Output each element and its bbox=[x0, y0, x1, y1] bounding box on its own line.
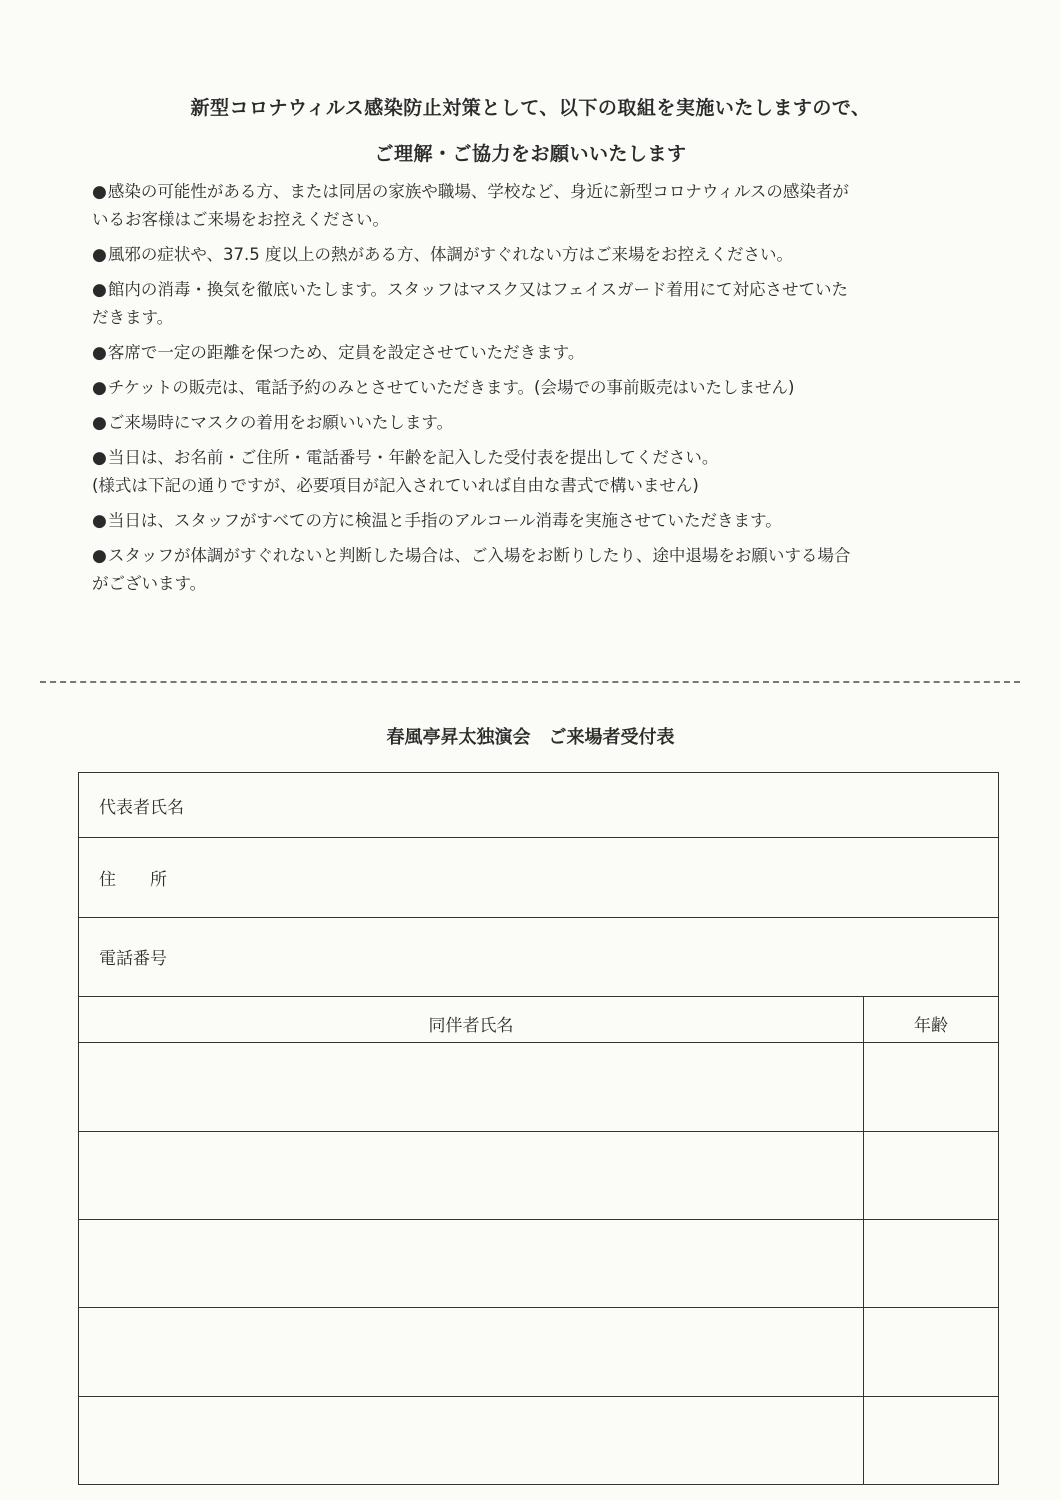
notice-bullet-item: ●当日は、スタッフがすべての方に検温と手指のアルコール消毒を実施させていただきます。 bbox=[92, 511, 782, 531]
notice-bullet-item: ●感染の可能性がある方、または同居の家族や職場、学校など、身近に新型コロナウィルスの感染者が いるお客様はご来場をお控えください。 bbox=[92, 182, 849, 229]
representative-row bbox=[79, 773, 999, 838]
notice-heading-line1: 新型コロナウィルス感染防止対策として、以下の取組を実施いたしますので、 bbox=[190, 97, 871, 119]
phone-row bbox=[79, 917, 999, 996]
companion-name-cell[interactable] bbox=[79, 1308, 864, 1396]
registration-form-table bbox=[78, 772, 999, 1485]
notice-bullet-item: ●客席で一定の距離を保つため、定員を設定させていただきます。 bbox=[92, 343, 585, 363]
bullet-dot-icon: ● bbox=[92, 448, 107, 468]
form-title: 春風亭昇太独演会 ご来場者受付表 bbox=[386, 727, 675, 748]
companion-age-cell[interactable] bbox=[864, 1131, 999, 1219]
bullet-dot-icon: ● bbox=[92, 280, 107, 300]
companion-row bbox=[79, 1043, 999, 1131]
notice-heading-line2: ご理解・ご協力をお願いいたします bbox=[374, 143, 687, 165]
bullet-dot-icon: ● bbox=[92, 182, 107, 202]
companion-name-cell[interactable] bbox=[79, 1220, 864, 1308]
address-field[interactable] bbox=[79, 838, 999, 917]
companion-age-cell[interactable] bbox=[864, 1043, 999, 1131]
address-row bbox=[79, 838, 999, 917]
companion-row bbox=[79, 1396, 999, 1484]
notice-bullet-item: ●ご来場時にマスクの着用をお願いいたします。 bbox=[92, 413, 454, 433]
notice-bullet-item: ●チケットの販売は、電話予約のみとさせていただきます。(会場での事前販売はいたしません) bbox=[92, 378, 795, 398]
phone-number-label: 電話番号 bbox=[99, 949, 167, 970]
companion-age-cell[interactable] bbox=[864, 1396, 999, 1484]
companion-name-cell[interactable] bbox=[79, 1131, 864, 1219]
representative-name-field[interactable] bbox=[79, 773, 999, 838]
notice-bullet-list bbox=[92, 178, 1002, 605]
companion-header-row bbox=[79, 997, 999, 1043]
age-header: 年齢 bbox=[864, 997, 999, 1043]
notice-bullet-item: ●風邪の症状や、37.5 度以上の熱がある方、体調がすぐれない方はご来場をお控えください。 bbox=[92, 245, 793, 265]
cut-line-divider bbox=[40, 681, 1020, 683]
companion-age-cell[interactable] bbox=[864, 1308, 999, 1396]
companion-row bbox=[79, 1220, 999, 1308]
notice-bullet-item: ●当日は、お名前・ご住所・電話番号・年齢を記入した受付表を提出してください。 (様式は下記の通りですが、必要項目が記入されていれば自由な書式で構いません) bbox=[92, 448, 719, 495]
companion-name-cell[interactable] bbox=[79, 1043, 864, 1131]
notice-bullet-item: ●スタッフが体調がすぐれないと判断した場合は、ご入場をお断りしたり、途中退場をお願いする場合 がございます。 bbox=[92, 546, 851, 593]
bullet-dot-icon: ● bbox=[92, 546, 107, 566]
companion-row bbox=[79, 1308, 999, 1396]
bullet-dot-icon: ● bbox=[92, 413, 107, 433]
representative-name-label: 代表者氏名 bbox=[99, 797, 184, 818]
bullet-dot-icon: ● bbox=[92, 343, 107, 363]
phone-number-field[interactable] bbox=[79, 917, 999, 996]
companion-age-cell[interactable] bbox=[864, 1220, 999, 1308]
bullet-dot-icon: ● bbox=[92, 378, 107, 398]
companion-name-cell[interactable] bbox=[79, 1396, 864, 1484]
bullet-dot-icon: ● bbox=[92, 511, 107, 531]
companion-row bbox=[79, 1131, 999, 1219]
address-label: 住 所 bbox=[99, 869, 167, 890]
bullet-dot-icon: ● bbox=[92, 245, 107, 265]
companion-name-header: 同伴者氏名 bbox=[79, 997, 864, 1043]
notice-bullet-item: ●館内の消毒・換気を徹底いたします。スタッフはマスク又はフェイスガード着用にて対応させていた だきます。 bbox=[92, 280, 849, 327]
